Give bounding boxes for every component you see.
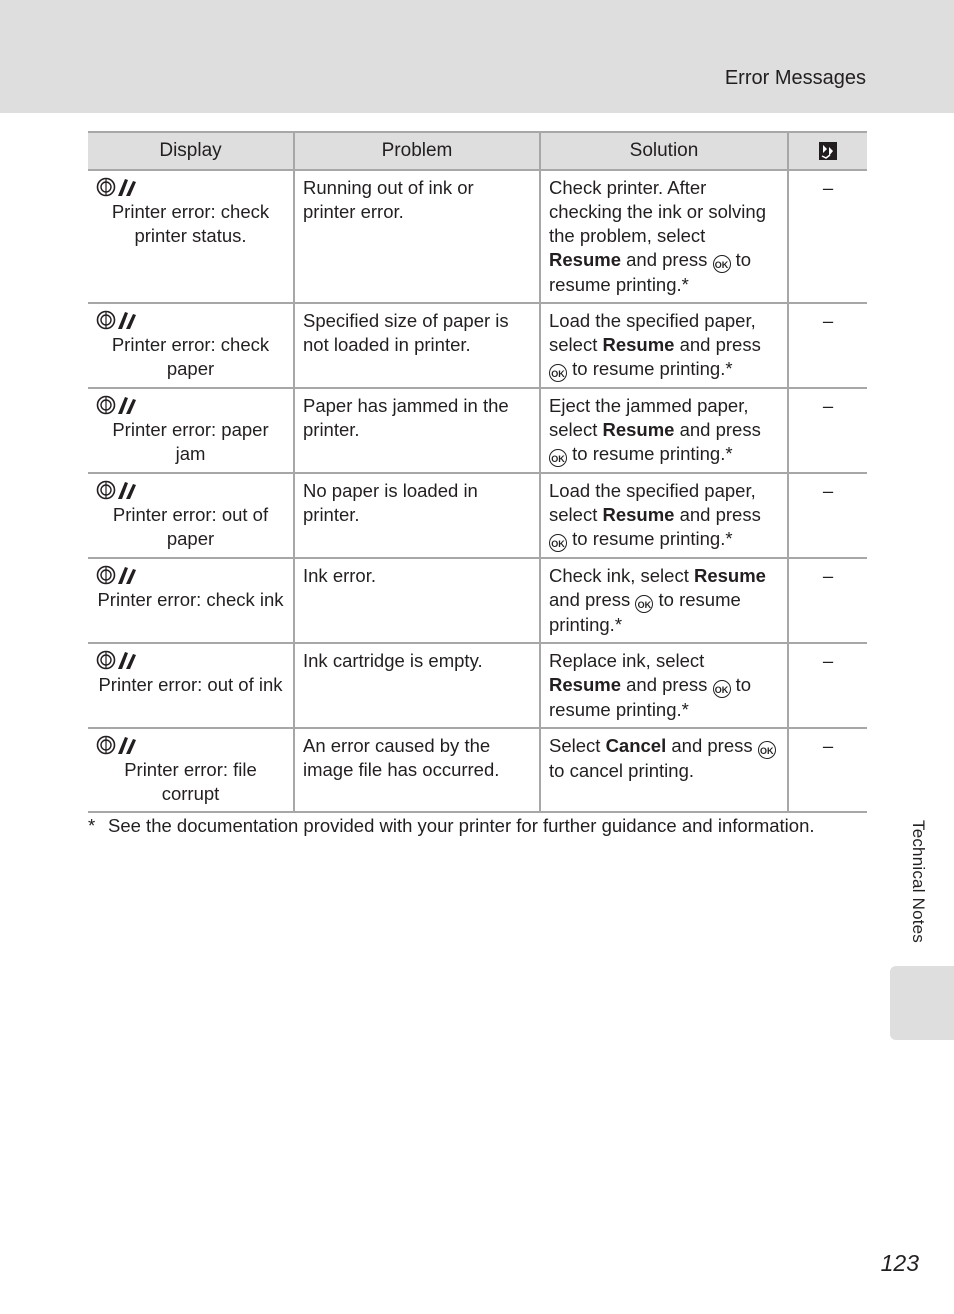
problem-cell: No paper is loaded in printer. xyxy=(294,473,540,558)
solution-cell xyxy=(540,388,788,473)
display-message: Printer error: file corrupt xyxy=(124,759,257,804)
printer-error-icon xyxy=(96,176,138,198)
solution-text: to resume printing.* xyxy=(567,443,733,464)
ok-button-icon: OK xyxy=(713,255,731,273)
display-message: Printer error: check printer status. xyxy=(111,201,270,246)
error-messages-table xyxy=(88,131,867,813)
solution-menu-option: Resume xyxy=(602,504,675,525)
table-row xyxy=(88,643,867,728)
reference-cell: – xyxy=(788,728,867,812)
display-cell xyxy=(88,170,294,303)
reference-cell: – xyxy=(788,170,867,303)
solution-menu-option: Resume xyxy=(602,334,675,355)
table-row xyxy=(88,170,867,303)
footnote-marker: * xyxy=(88,815,96,836)
column-header-display: Display xyxy=(88,132,294,170)
ok-button-icon: OK xyxy=(549,364,567,382)
display-cell xyxy=(88,558,294,643)
ok-button-icon: OK xyxy=(549,534,567,552)
section-title: Error Messages xyxy=(724,67,866,89)
solution-text: to resume printing.* xyxy=(549,674,752,720)
solution-text: and press xyxy=(666,735,758,756)
solution-cell xyxy=(540,558,788,643)
display-cell xyxy=(88,728,294,812)
table-row xyxy=(88,473,867,558)
display-message: Printer error: out of ink xyxy=(98,674,283,695)
ok-button-icon: OK xyxy=(758,741,776,759)
solution-text: to resume printing.* xyxy=(567,358,733,379)
display-cell xyxy=(88,473,294,558)
solution-menu-option: Resume xyxy=(549,249,621,270)
solution-text: and press xyxy=(549,589,636,610)
side-tab-label: Technical Notes xyxy=(909,820,928,944)
solution-text: and press xyxy=(674,504,761,525)
printer-error-icon xyxy=(96,564,138,586)
problem-cell: Paper has jammed in the printer. xyxy=(294,388,540,473)
solution-text: and press xyxy=(620,674,713,695)
column-header-problem: Problem xyxy=(294,132,540,170)
solution-text: and press xyxy=(620,249,713,270)
table-row xyxy=(88,388,867,473)
display-message: Printer error: check ink xyxy=(97,589,284,610)
ok-button-icon: OK xyxy=(713,680,731,698)
solution-menu-option: Resume xyxy=(693,565,766,586)
display-cell xyxy=(88,643,294,728)
solution-cell xyxy=(540,473,788,558)
table-header-row xyxy=(88,132,867,170)
solution-text: to resume printing.* xyxy=(567,528,733,549)
side-tab xyxy=(890,966,954,1040)
solution-menu-option: Cancel xyxy=(605,735,667,756)
column-header-solution: Solution xyxy=(540,132,788,170)
problem-cell: Ink error. xyxy=(294,558,540,643)
table-row xyxy=(88,303,867,388)
column-header-reference xyxy=(788,132,867,170)
display-message: Printer error: out of paper xyxy=(112,504,269,549)
solution-cell xyxy=(540,170,788,303)
footnote xyxy=(88,815,888,837)
solution-text: to resume printing.* xyxy=(549,589,741,635)
ok-button-icon: OK xyxy=(635,595,653,613)
solution-text: and press xyxy=(674,419,761,440)
display-cell xyxy=(88,388,294,473)
reference-cell: – xyxy=(788,303,867,388)
solution-text: Check ink, select xyxy=(549,565,694,586)
solution-text: to cancel printing. xyxy=(549,760,695,781)
solution-text: Select xyxy=(549,735,606,756)
footnote-text: See the documentation provided with your printer for further guidance and information. xyxy=(108,815,815,836)
printer-error-icon xyxy=(96,649,138,671)
printer-error-icon xyxy=(96,734,138,756)
page-number: 123 xyxy=(880,1250,919,1276)
header-band xyxy=(0,0,954,113)
solution-menu-option: Resume xyxy=(602,419,675,440)
reference-cell: – xyxy=(788,643,867,728)
problem-cell: Specified size of paper is not loaded in printer. xyxy=(294,303,540,388)
solution-menu-option: Resume xyxy=(549,674,621,695)
ok-button-icon: OK xyxy=(549,449,567,467)
table-row xyxy=(88,558,867,643)
display-message: Printer error: paper jam xyxy=(112,419,269,464)
reference-cell: – xyxy=(788,473,867,558)
printer-error-icon xyxy=(96,394,138,416)
table-row xyxy=(88,728,867,812)
display-cell xyxy=(88,303,294,388)
printer-error-icon xyxy=(96,479,138,501)
reference-cell: – xyxy=(788,558,867,643)
solution-text: to resume printing.* xyxy=(549,249,752,295)
solution-cell xyxy=(540,643,788,728)
book-reference-icon xyxy=(818,141,838,161)
solution-text: and press xyxy=(674,334,761,355)
solution-text: Check printer. After checking the ink or solving the problem, select xyxy=(549,177,766,246)
display-message: Printer error: check paper xyxy=(111,334,270,379)
reference-cell: – xyxy=(788,388,867,473)
solution-text: Replace ink, select xyxy=(549,650,705,671)
solution-text: Load the specified paper, select xyxy=(549,310,756,355)
solution-text: Load the specified paper, select xyxy=(549,480,756,525)
problem-cell: Running out of ink or printer error. xyxy=(294,170,540,303)
problem-cell: Ink cartridge is empty. xyxy=(294,643,540,728)
printer-error-icon xyxy=(96,309,138,331)
problem-cell: An error caused by the image file has occurred. xyxy=(294,728,540,812)
solution-cell xyxy=(540,303,788,388)
solution-cell xyxy=(540,728,788,812)
solution-text: Eject the jammed paper, select xyxy=(549,395,749,440)
